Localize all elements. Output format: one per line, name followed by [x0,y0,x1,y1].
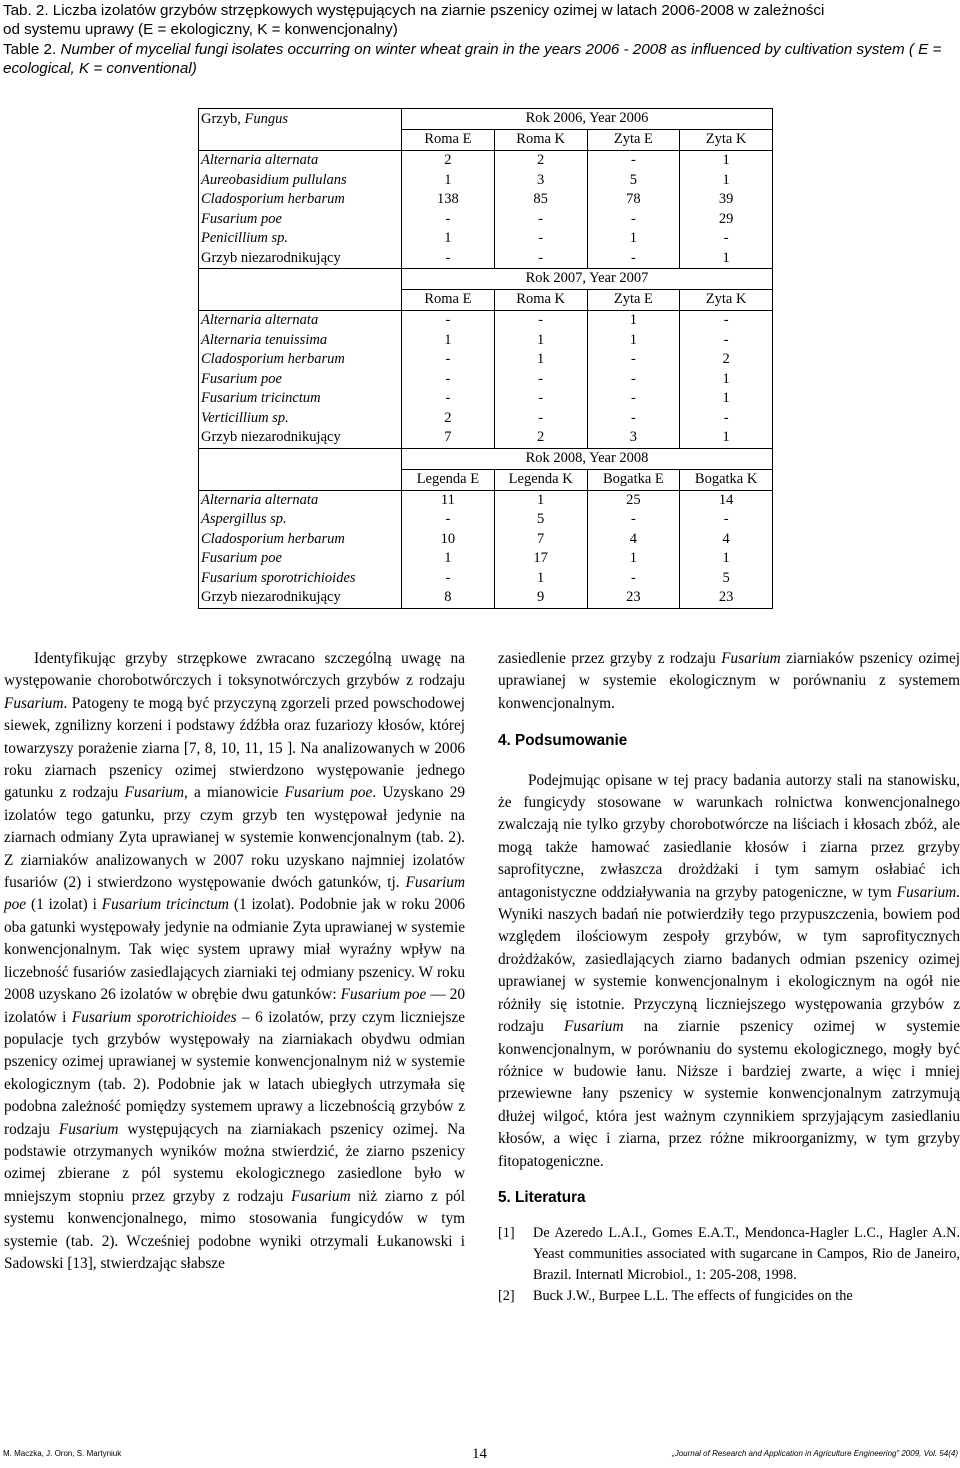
italic-term: Fusarium poe [340,986,427,1004]
isolate-count: - [494,370,587,390]
table-row [199,331,773,351]
isolate-count: - [402,370,495,390]
isolate-count: - [494,389,587,409]
fungus-name: Aureobasidium pullulans [199,171,402,191]
year-header-row [199,448,773,469]
text-run: . Patogeny te mogą być przyczyną zgorzeli przed powschodowej siewek, zgnilizny korzeni i podstawy źdźbła oraz fuzariozy kłosów, której towarzyszy porażenie ziarna [7, 8, 10, 11, 15 ]. Na analizowanych w 2006 roku ziarnach pszenicy ozimej stwierdzono występowanie jednego gatunku z rodzaju [4,694,465,802]
text-run: , a mianowicie [184,784,285,802]
fungus-name: Fusarium poe [199,210,402,230]
column-header: Bogatka E [587,469,680,490]
column-header-row [199,469,773,490]
column-header-row [199,290,773,311]
year-header-row [199,109,773,130]
isolate-count: 1 [680,171,773,191]
isolate-count: 25 [587,490,680,510]
italic-term: Fusarium [4,694,64,712]
table-row [199,210,773,230]
reference-number: [2] [498,1288,515,1305]
isolate-count: 1 [587,331,680,351]
paragraph-fusarium-analysis [4,648,465,1275]
isolate-count: 1 [587,311,680,331]
fungus-name: Alternaria tenuissima [199,331,402,351]
isolate-count: 4 [680,530,773,550]
isolate-count: 17 [494,549,587,569]
table-row [199,151,773,171]
fungus-header-spacer [199,130,402,151]
reference-text: Buck J.W., Burpee L.L. The effects of fungicides on the [533,1288,853,1305]
caption-english-text: Number of mycelial fungi isolates occurring on winter wheat grain in the years 2006 - 2008 as influenced by cultivation system ( E = ecological, K = conventional) [3,40,942,78]
isolate-count: 1 [402,331,495,351]
table-row [199,530,773,550]
isolate-count: - [587,151,680,171]
year-label: Rok 2008, Year 2008 [402,448,773,469]
isolate-count: 2 [402,409,495,429]
text-run: . Wyniki naszych badań nie potwierdziły tego przypuszczenia, bowiem pod względem ilościowym zespoły grzybów, w tym saprofitycznych drożdżaków, zasiedlających ziarno badanych odmian pszenicy ozimej uprawianej w systemie konwencjonalnym i ekologicznym na ogół nie różniły się istotnie. Przyczyną liczniejszego występowania grzybów z rodzaju [498,883,960,1036]
isolate-count: 4 [587,530,680,550]
isolate-count: 1 [680,151,773,171]
italic-term: Fusarium [124,784,185,802]
italic-term: Fusarium [58,1120,119,1138]
column-header-row [199,130,773,151]
fungus-name: Verticillium sp. [199,409,402,429]
fungus-name: Alternaria alternata [199,311,402,331]
table-row [199,190,773,210]
italic-term: Fusarium [721,650,781,667]
isolate-count: - [680,229,773,249]
text-run: Identyfikując grzyby strzępkowe zwracano szczególną uwagę na występowanie chorobotwórczych i toksynotwórczych grzybów z rodzaju [4,650,465,690]
isolate-count: 3 [587,428,680,448]
isolate-count: 1 [587,549,680,569]
isolate-count: 1 [402,549,495,569]
italic-term: Fusarium [896,883,957,901]
text-run: Podejmując opisane w tej pracy badania autorzy stali na stanowisku, że fungicydy stosowane w warunkach rolnictwa konwencjonalnego zwalczają nie tylko grzyby chorobotwórcze na liściach i kłosach zbóż, ale mogą także hamować zasiedlanie kłosów i ziarna przez grzyby saprofityczne, zwłaszcza drożdżaki i tym samym osłabiać ich antagonistyczne oddziaływania na grzyby patogeniczne, w tym [498,771,960,901]
section-heading-summary: 4. Podsumowanie [498,732,628,750]
text-run: ziarniaków pszenicy ozimej uprawianej w systemie ekologicznym w porównaniu z systemem konwencjonalnym. [498,650,960,712]
table-row [199,409,773,429]
isolate-count: 23 [680,588,773,608]
column-header: Roma K [494,130,587,151]
table-row [199,171,773,191]
caption-polish-line-2: od systemu uprawy (E = ekologiczny, K = konwencjonalny) [3,21,398,39]
isolate-count: - [587,569,680,589]
column-header: Roma E [402,130,495,151]
isolate-count: 2 [402,151,495,171]
table-row [199,350,773,370]
isolate-count: 1 [680,370,773,390]
fungus-name: Grzyb niezarodnikujący [199,428,402,448]
table-row [199,370,773,390]
year-header-row [199,269,773,290]
table-row [199,229,773,249]
isolate-count: 7 [402,428,495,448]
table-row [199,569,773,589]
isolate-count: 3 [494,171,587,191]
table-row [199,428,773,448]
isolate-count: 23 [587,588,680,608]
italic-term: Fusarium [291,1187,351,1205]
isolate-count: 29 [680,210,773,230]
isolate-count: 1 [494,569,587,589]
body-right-column [498,648,960,1307]
isolate-count: 1 [494,490,587,510]
isolate-count: - [402,249,495,269]
table-row [199,490,773,510]
text-run: . Uzyskano 29 izolatów tego gatunku, przy czym grzyb ten występował jedynie na ziarnach odmiany Zyta uprawianej w systemie konwencjonalnym (tab. 2). Z ziarniaków analizowanych w 2007 roku uzyskano najmniej izolatów fusariów (2) i stwierdzono występowanie dwóch gatunków, tj. [4,784,465,892]
isolate-count: - [494,249,587,269]
reference-number: [1] [498,1225,515,1242]
isolate-count: - [680,331,773,351]
isolate-count: - [587,249,680,269]
isolate-count: - [587,389,680,409]
isolate-count: - [587,370,680,390]
isolate-count: 11 [402,490,495,510]
fungus-name: Fusarium sporotrichioides [199,569,402,589]
text-run: — 20 izolatów i [4,986,465,1026]
fungus-name: Fusarium poe [199,370,402,390]
isolate-count: 10 [402,530,495,550]
reference-list [498,1223,960,1307]
isolate-count: 85 [494,190,587,210]
isolate-count: 1 [680,249,773,269]
table-caption [3,1,958,79]
isolate-count: 2 [680,350,773,370]
isolate-count: 2 [494,428,587,448]
isolate-count: - [494,229,587,249]
isolate-count: 2 [494,151,587,171]
isolate-count: - [587,210,680,230]
text-run: na ziarnie pszenicy ozimej w systemie konwencjonalnym, w porównaniu do systemu ekologicznego, mogły być różnice w budowie łanu. Niższe i bardziej zwarte, a więc i mniej przewiewne łany pszenicy w systemie konwencjonalnym zatrzymują dłużej wilgoć, która jest ważnym czynnikiem sprzyjającym zasiedlaniu kłosów, a więc i ziarna, przez różne mikroorganizmy, w tym grzyby fitopatogeniczne. [498,1018,960,1170]
reference-item [498,1223,960,1286]
column-header: Legenda E [402,469,495,490]
fungi-isolates-table [198,108,773,609]
isolate-count: - [494,210,587,230]
year-label: Rok 2006, Year 2006 [402,109,773,130]
caption-polish-line-1: Tab. 2. Liczba izolatów grzybów strzępkowych występujących na ziarnie pszenicy ozimej w latach 2006-2008 w zależności [3,2,825,19]
column-header: Zyta E [587,290,680,311]
isolate-count: - [402,210,495,230]
fungus-name: Alternaria alternata [199,490,402,510]
text-run: (1 izolat) i [26,896,102,914]
paragraph-summary [498,770,960,1173]
isolate-count: 5 [587,171,680,191]
text-run: niż ziarno z pól systemu konwencjonalnego, mimo stosowania fungicydów w tym systemie (tab. 2). Wcześniej podobne wyniki otrzymali Łukanowski i Sadowski [13], stwierdzając słabsze [4,1187,465,1272]
fungus-name: Grzyb niezarodnikujący [199,249,402,269]
isolate-count: - [402,569,495,589]
isolate-count: 1 [402,171,495,191]
isolate-count: - [402,350,495,370]
column-header: Zyta E [587,130,680,151]
fungus-name: Fusarium poe [199,549,402,569]
table-row [199,249,773,269]
column-header: Roma E [402,290,495,311]
isolate-count: - [494,311,587,331]
isolate-count: - [680,311,773,331]
fungus-name: Alternaria alternata [199,151,402,171]
isolate-count: - [587,350,680,370]
fungus-name: Cladosporium herbarum [199,530,402,550]
isolate-count: 5 [680,569,773,589]
isolate-count: - [494,409,587,429]
body-left-column [4,648,465,1275]
isolate-count: 1 [680,428,773,448]
isolate-count: 1 [680,389,773,409]
isolate-count: - [680,409,773,429]
caption-english-label: Table 2. [3,40,57,58]
isolate-count: 7 [494,530,587,550]
isolate-count: 8 [402,588,495,608]
table-row [199,389,773,409]
fungus-name: Cladosporium herbarum [199,350,402,370]
section-heading-literature: 5. Literatura [498,1188,586,1206]
italic-term: Fusarium poe [4,874,465,914]
column-header: Zyta K [680,130,773,151]
isolate-count: 1 [587,229,680,249]
isolate-count: 1 [494,331,587,351]
isolate-count: 39 [680,190,773,210]
italic-term: Fusarium poe [284,784,373,802]
isolate-count: 14 [680,490,773,510]
column-header: Zyta K [680,290,773,311]
isolate-count: 138 [402,190,495,210]
page-number: 14 [472,1446,487,1462]
column-header: Roma K [494,290,587,311]
footer-journal: „Journal of Research and Application in Agriculture Engineering” 2009, Vol. 54(4) [672,1449,958,1458]
isolate-count: 1 [402,229,495,249]
isolate-count: 1 [494,350,587,370]
isolate-count: - [402,510,495,530]
text-run: zasiedlenie przez grzyby z rodzaju [498,650,722,667]
fungus-header-cell [199,269,402,290]
year-label: Rok 2007, Year 2007 [402,269,773,290]
column-header: Bogatka K [680,469,773,490]
isolate-count: - [587,409,680,429]
reference-item [498,1286,960,1307]
table-row [199,311,773,331]
fungus-header-label-en: Fungus [244,110,288,127]
italic-term: Fusarium sporotrichioides [71,1008,237,1026]
isolate-count: 78 [587,190,680,210]
fungus-name: Grzyb niezarodnikujący [199,588,402,608]
caption-english [3,40,958,79]
fungus-header-label: Grzyb, [201,110,245,127]
fungus-header-cell [199,109,402,130]
table-row [199,510,773,530]
text-run: – 6 izolatów, przy czym liczniejsze populacje tych grzybów występowały na ziarniakach obydwu odmian pszenicy ozimej uprawianej w systemie konwencjonalnym niż w systemie ekologicznym (tab. 2). Podobnie jak w latach ubiegłych utrzymała się podobna zależność pomiędzy systemem uprawy a liczebnością grzybów z rodzaju [4,1008,466,1138]
isolate-count: - [680,510,773,530]
fungus-name: Aspergillus sp. [199,510,402,530]
isolate-count: - [587,510,680,530]
fungus-name: Cladosporium herbarum [199,190,402,210]
italic-term: Fusarium tricinctum [101,896,229,914]
page-footer [0,1446,960,1466]
paragraph-continuation [498,648,960,715]
fungus-header-spacer [199,469,402,490]
fungus-name: Fusarium tricinctum [199,389,402,409]
reference-text: De Azeredo L.A.I., Gomes E.A.T., Mendonca-Hagler L.C., Hagler A.N. Yeast communities associated with sugarcane in Campos, Rio de Janeiro, Brazil. Internatl Microbiol., 1: 205-208, 1998. [533,1225,960,1284]
isolate-count: - [402,389,495,409]
isolate-count: - [402,311,495,331]
text-run: występujących na ziarniakach pszenicy ozimej. Na podstawie otrzymanych wyników można stwierdzić, że ziarno pszenicy ozimej zbierane z pól systemu ekologicznego zasiedlone było w mniejszym stopniu przez grzyby z rodzaju [4,1120,465,1205]
fungus-header-spacer [199,290,402,311]
footer-authors: M. Maczka, J. Oron, S. Martyniuk [3,1449,122,1458]
text-run: (1 izolat). Podobnie jak w roku 2006 oba gatunki występowały jedynie na odmianie Zyta uprawianej w systemie konwencjonalnym. Tak więc system uprawy miał wyraźny wpływ na liczebność fusariów zasiedlających ziarniaki tej odmiany pszenicy. W roku 2008 uzyskano 26 izolatów w obrębie dwu gatunków: [4,896,465,1004]
table-row [199,549,773,569]
italic-term: Fusarium [564,1018,624,1036]
isolate-count: 1 [680,549,773,569]
column-header: Legenda K [494,469,587,490]
table-row [199,588,773,608]
isolate-count: 5 [494,510,587,530]
fungus-header-cell [199,448,402,469]
fungus-name: Penicillium sp. [199,229,402,249]
isolate-count: 9 [494,588,587,608]
